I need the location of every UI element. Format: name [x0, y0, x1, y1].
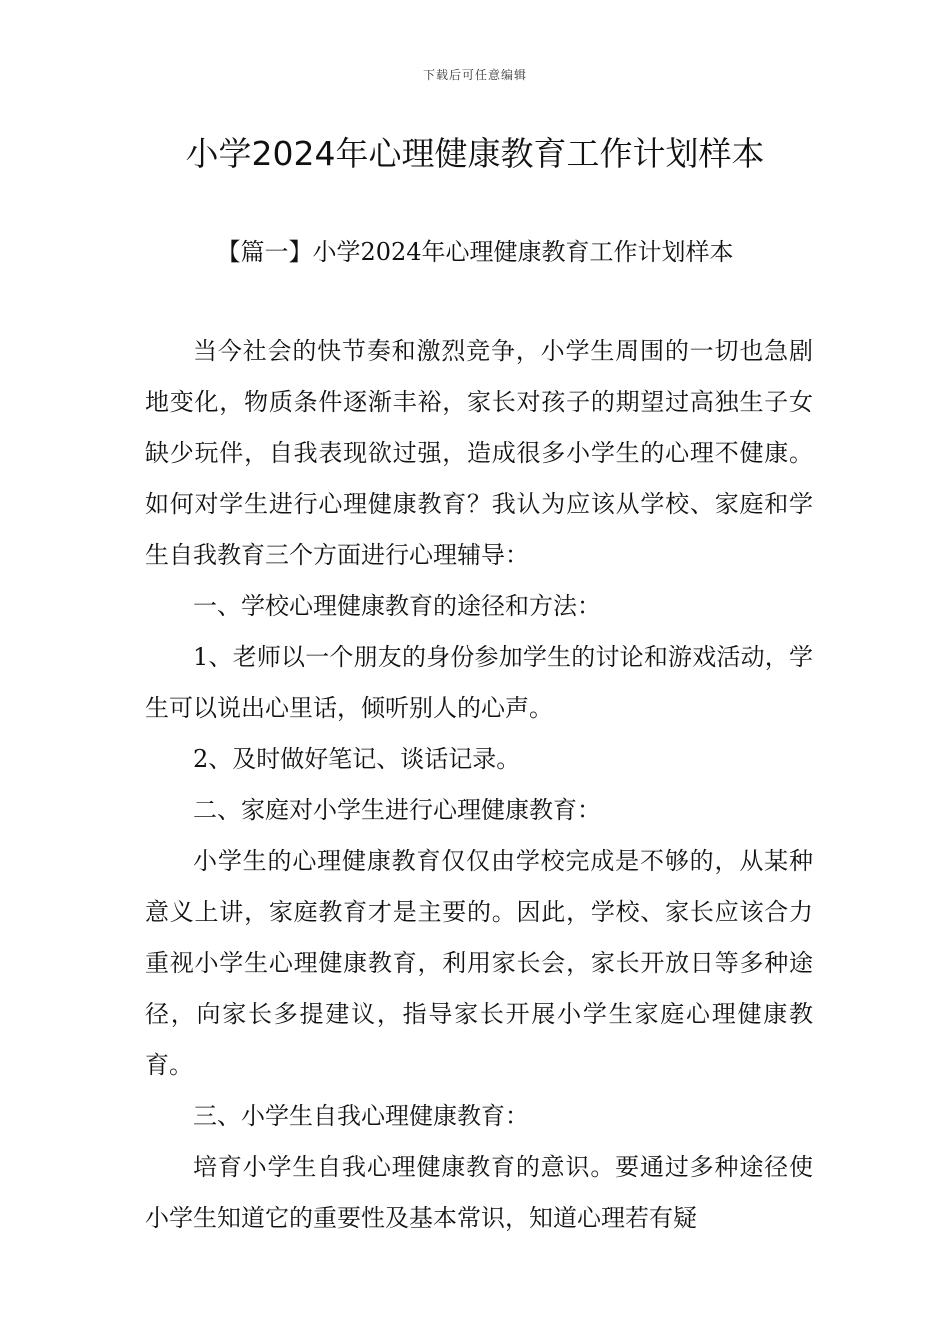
page-header-note: 下载后可任意编辑 — [422, 68, 527, 82]
list-item-1: 1、老师以一个朋友的身份参加学生的讨论和游戏活动，学生可以说出心里话，倾听别人的心声。 — [145, 643, 813, 722]
heading-self-education: 三、小学生自我心理健康教育： — [193, 1102, 529, 1130]
document-body — [145, 326, 813, 1244]
section-title: 【篇一】小学2024年心理健康教育工作计划样本 — [216, 238, 734, 266]
paragraph-family: 小学生的心理健康教育仅仅由学校完成是不够的，从某种意义上讲，家庭教育才是主要的。因此，学校、家长应该合力重视小学生心理健康教育，利用家长会，家长开放日等多种途径，向家长多提建议，指导家长开展小学生家庭心理健康教育。 — [145, 847, 813, 1079]
heading-family-education: 二、家庭对小学生进行心理健康教育： — [193, 796, 601, 824]
paragraph-self: 培育小学生自我心理健康教育的意识。要通过多种途径使小学生知道它的重要性及基本常识，知道心理若有疑 — [145, 1153, 813, 1232]
heading-school-methods: 一、学校心理健康教育的途径和方法： — [193, 592, 601, 620]
paragraph-intro: 当今社会的快节奏和激烈竞争，小学生周围的一切也急剧地变化，物质条件逐渐丰裕，家长对孩子的期望过高独生子女缺少玩伴，自我表现欲过强，造成很多小学生的心理不健康。如何对学生进行心理健康教育？我认为应该从学校、家庭和学生自我教育三个方面进行心理辅导： — [145, 337, 813, 569]
document-title: 小学2024年心理健康教育工作计划样本 — [185, 134, 765, 173]
list-item-2: 2、及时做好笔记、谈话记录。 — [193, 745, 521, 773]
